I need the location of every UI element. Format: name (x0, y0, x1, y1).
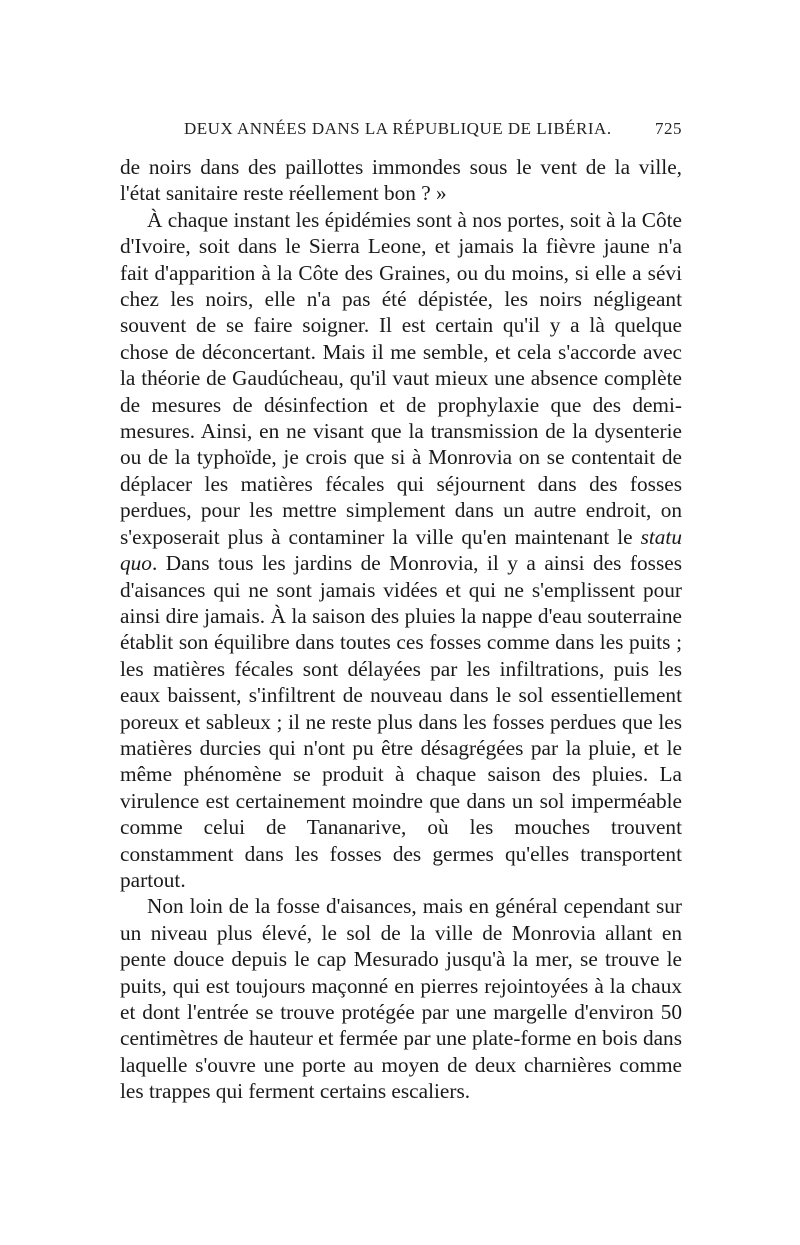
running-title: DEUX ANNÉES DANS LA RÉPUBLIQUE DE LIBÉRIA. (184, 119, 612, 138)
body-text (120, 154, 682, 1105)
page-number: 725 (655, 119, 682, 138)
italic-phrase: statu quo (120, 524, 682, 576)
paragraph-text: . Dans tous les jardins de Monrovia, il y a ainsi des fosses d'aisances qui ne sont jamais vidées et qui ne s'emplissent pour ainsi dire jamais. À la saison des pluies la nappe d'eau souterraine établit son équilibre dans toutes ces fosses comme dans les puits ; les matières fécales sont délayées par les infiltrations, puis les eaux baissent, s'infiltrent de nouveau dans le sol essentiellement poreux et sableux ; il ne reste plus dans les fosses perdues que les matières durcies qui n'ont pu être désagrégées par la pluie, et le même phénomène se produit à chaque saison des pluies. La virulence est certainement moindre que dans un sol imperméable comme celui de Tananarive, où les mouches trouvent constamment dans les fosses des germes qu'elles transportent partout. (120, 551, 682, 892)
paragraph-well: Non loin de la fosse d'aisances, mais en général cependant sur un niveau plus élevé, le sol de la ville de Monrovia allant en pente douce depuis le cap Mesurado jusqu'à la mer, se trouve le puits, qui est toujours maçonné en pierres rejointoyées à la chaux et dont l'entrée se trouve protégée par une margelle d'environ 50 centimètres de hauteur et fermée par une plate-forme en bois dans laquelle s'ouvre une porte au moyen de deux charnières comme les trappes qui ferment certains escaliers. (120, 894, 682, 1104)
running-header (120, 119, 682, 143)
paragraph-continuation: de noirs dans des paillottes immondes sous le vent de la ville, l'état sanitaire reste réellement bon ? » (120, 155, 682, 206)
paragraph-text: À chaque instant les épidémies sont à nos portes, soit à la Côte d'Ivoire, soit dans le Sierra Leone, et jamais la fièvre jaune n'a fait d'apparition à la Côte des Graines, ou du moins, si elle a sévi chez les noirs, elle n'a pas été dépistée, les noirs négligeant souvent de se faire soigner. Il est certain qu'il y a là quelque chose de déconcertant. Mais il me semble, et cela s'accorde avec la théorie de Gaudúcheau, qu'il vaut mieux une absence complète de mesures de désinfection et de prophylaxie que des demi-mesures. Ainsi, en ne visant que la transmission de la dysenterie ou de la typhoïde, je crois que si à Monrovia on se contentait de déplacer les matières fécales qui séjournent dans des fosses perdues, pour les mettre simplement dans un autre endroit, on s'exposerait plus à contaminer la ville qu'en maintenant le (120, 207, 682, 549)
paragraph-epidemics (120, 207, 682, 894)
